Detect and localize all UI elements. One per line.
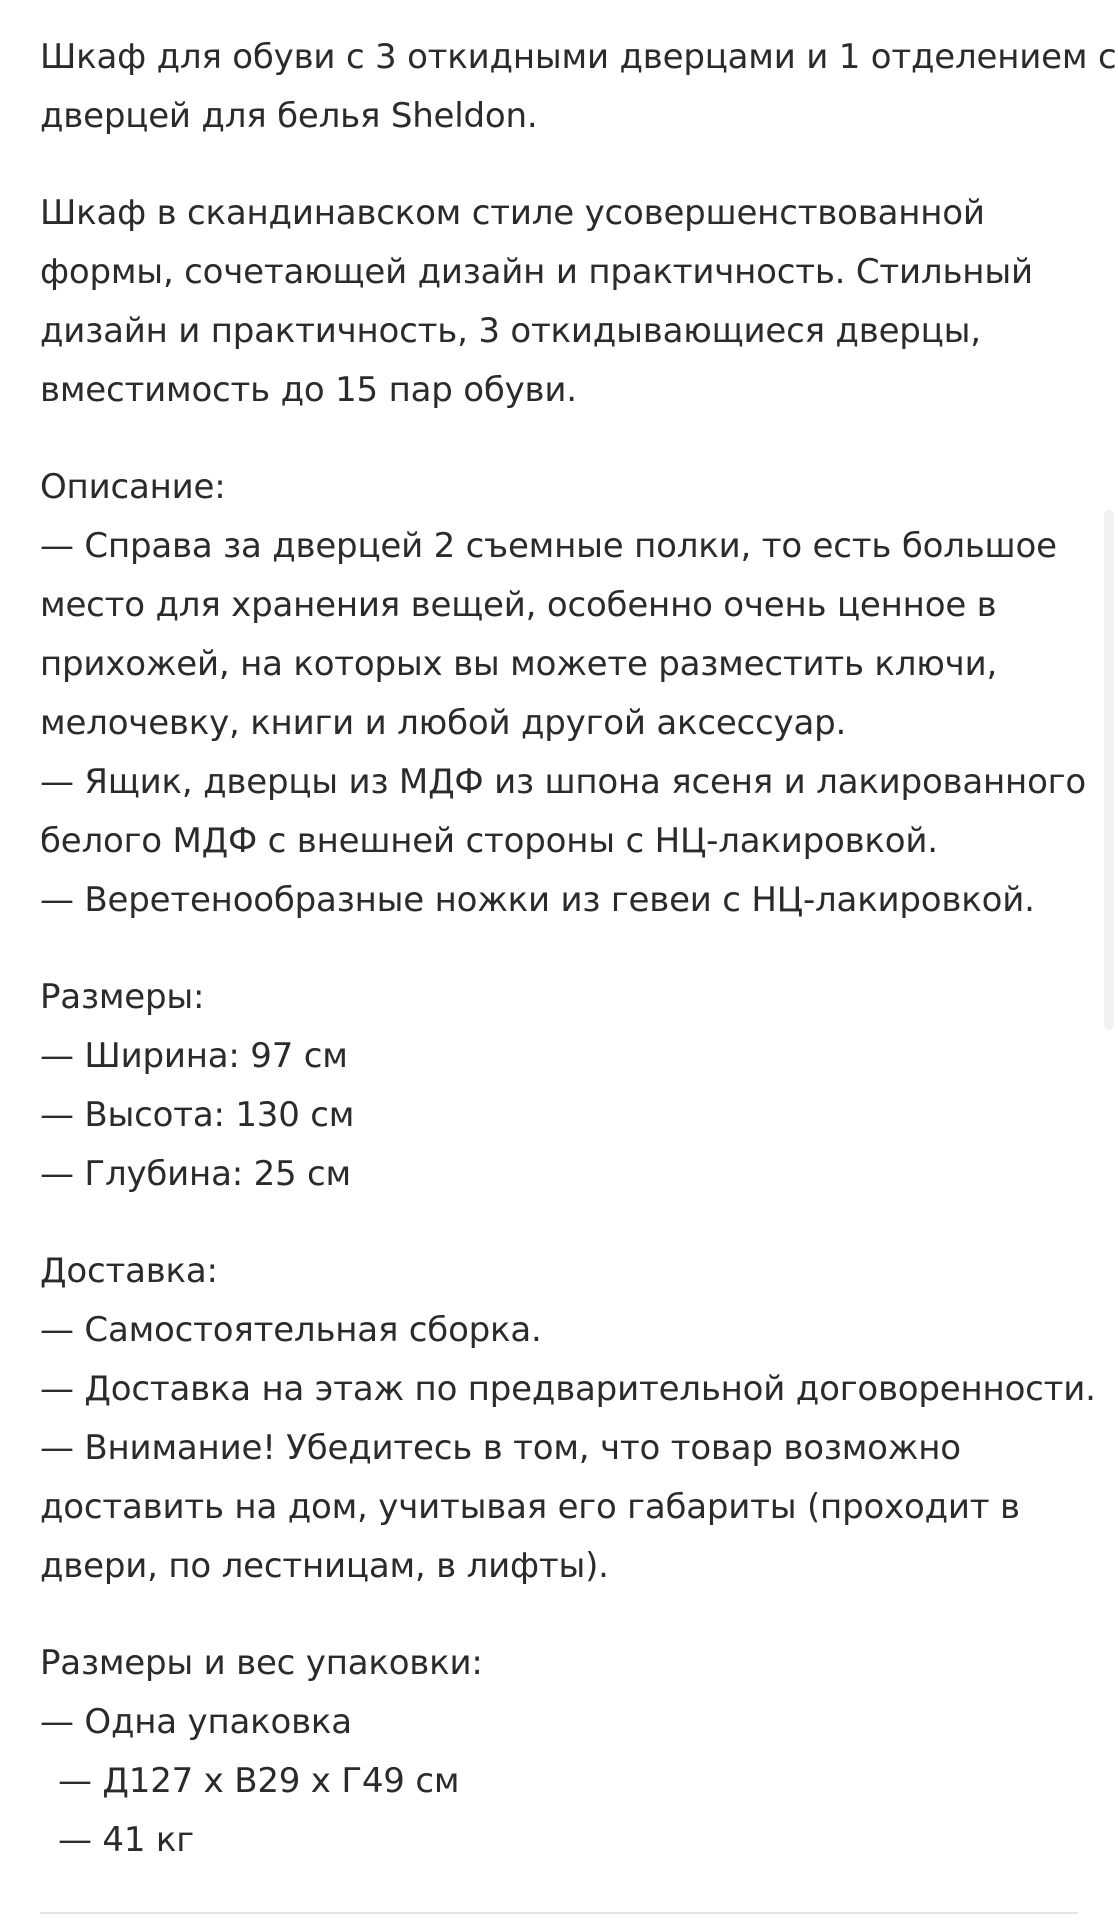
section-heading: Размеры и вес упаковки: — [40, 1643, 483, 1683]
scrollbar[interactable] — [1104, 510, 1114, 1030]
text-line: — Д127 х В29 х Г49 см — [58, 1761, 460, 1801]
text-line: белого МДФ с внешней стороны с НЦ-лакировкой. — [40, 821, 938, 861]
product-description — [40, 28, 1117, 1908]
text-line: дверцей для белья Sheldon. — [40, 96, 538, 136]
intro-paragraph — [40, 28, 1117, 146]
text-line: Шкаф для обуви с 3 откидными дверцами и 1 отделением с — [40, 37, 1117, 77]
package-section — [40, 1634, 1080, 1870]
section-heading: Доставка: — [40, 1251, 218, 1291]
text-line: — Ящик, дверцы из МДФ из шпона ясеня и лакированного — [40, 762, 1086, 802]
section-heading: Описание: — [40, 467, 226, 507]
text-line: — Глубина: 25 см — [40, 1154, 352, 1194]
text-line: — 41 кг — [58, 1820, 194, 1860]
text-line: доставить на дом, учитывая его габариты (проходит в — [40, 1487, 1020, 1527]
text-line: мелочевку, книги и любой другой аксессуар. — [40, 703, 847, 743]
style-paragraph — [40, 184, 1080, 420]
details-section — [40, 458, 1086, 930]
text-line: — Внимание! Убедитесь в том, что товар возможно — [40, 1428, 961, 1468]
text-line: — Высота: 130 см — [40, 1095, 355, 1135]
text-line: прихожей, на которых вы можете разместить ключи, — [40, 644, 998, 684]
text-line: формы, сочетающей дизайн и практичность. Стильный — [40, 252, 1033, 292]
bottom-divider — [40, 1912, 1078, 1914]
dimensions-section — [40, 968, 1080, 1204]
text-line: — Справа за дверцей 2 съемные полки, то есть большое — [40, 526, 1057, 566]
section-heading: Размеры: — [40, 977, 205, 1017]
text-line: — Веретенообразные ножки из гевеи с НЦ-лакировкой. — [40, 880, 1035, 920]
text-line: — Самостоятельная сборка. — [40, 1310, 542, 1350]
text-line: Шкаф в скандинавском стиле усовершенствованной — [40, 193, 985, 233]
text-line: — Одна упаковка — [40, 1702, 352, 1742]
text-line: двери, по лестницам, в лифты). — [40, 1546, 609, 1586]
delivery-section — [40, 1242, 1096, 1596]
text-line: — Ширина: 97 см — [40, 1036, 348, 1076]
text-line: место для хранения вещей, особенно очень ценное в — [40, 585, 997, 625]
text-line: вместимость до 15 пар обуви. — [40, 370, 577, 410]
text-line: — Доставка на этаж по предварительной договоренности. — [40, 1369, 1096, 1409]
text-line: дизайн и практичность, 3 откидывающиеся дверцы, — [40, 311, 981, 351]
